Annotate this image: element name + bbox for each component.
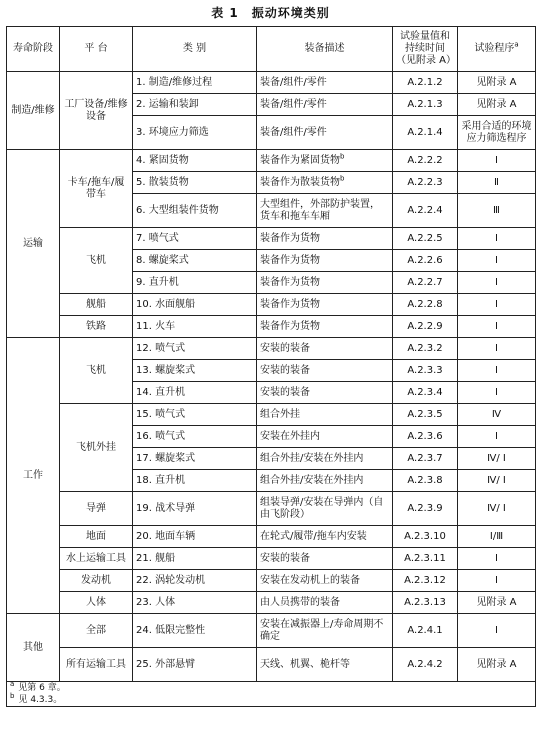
category-cell: 11. 火车 bbox=[133, 316, 257, 338]
procedure-cell: Ⅰ bbox=[458, 382, 536, 404]
reference-cell: A.2.3.2 bbox=[393, 338, 458, 360]
description-cell: 由人员携带的装备 bbox=[257, 592, 393, 614]
platform-cell: 飞机 bbox=[60, 228, 133, 294]
category-cell: 19. 战术导弹 bbox=[133, 492, 257, 526]
category-cell: 2. 运输和装卸 bbox=[133, 94, 257, 116]
stage-cell: 制造/维修 bbox=[7, 72, 60, 150]
platform-cell: 全部 bbox=[60, 614, 133, 648]
description-cell: 安装的装备 bbox=[257, 548, 393, 570]
procedure-cell: 见附录 A bbox=[458, 72, 536, 94]
table-row bbox=[7, 338, 536, 360]
table-row bbox=[7, 72, 536, 94]
category-cell: 8. 螺旋桨式 bbox=[133, 250, 257, 272]
description-cell: 组合外挂/安装在外挂内 bbox=[257, 470, 393, 492]
category-cell: 25. 外部悬臂 bbox=[133, 648, 257, 682]
description-cell: 天线、机翼、桅杆等 bbox=[257, 648, 393, 682]
table-title: 表 1 振动环境类别 bbox=[211, 6, 330, 20]
header-category: 类 别 bbox=[133, 27, 257, 72]
description-cell: 装备作为货物 bbox=[257, 250, 393, 272]
category-cell: 5. 散装货物 bbox=[133, 172, 257, 194]
reference-cell: A.2.1.2 bbox=[393, 72, 458, 94]
description-cell: 大型组件，外部防护装置，货车和拖车车厢 bbox=[257, 194, 393, 228]
description-cell: 组装导弹/安装在导弹内（自由飞阶段） bbox=[257, 492, 393, 526]
category-cell: 23. 人体 bbox=[133, 592, 257, 614]
category-cell: 24. 低限完整性 bbox=[133, 614, 257, 648]
reference-cell: A.2.4.2 bbox=[393, 648, 458, 682]
procedure-cell: Ⅰ bbox=[458, 250, 536, 272]
table-row bbox=[7, 592, 536, 614]
category-cell: 10. 水面舰船 bbox=[133, 294, 257, 316]
category-cell: 16. 喷气式 bbox=[133, 426, 257, 448]
header-description: 装备描述 bbox=[257, 27, 393, 72]
table-row bbox=[7, 648, 536, 682]
procedure-cell: Ⅰ/Ⅲ bbox=[458, 526, 536, 548]
reference-cell: A.2.1.4 bbox=[393, 116, 458, 150]
stage-cell: 运输 bbox=[7, 150, 60, 338]
table-row bbox=[7, 492, 536, 526]
reference-cell: A.2.3.11 bbox=[393, 548, 458, 570]
reference-cell: A.2.2.6 bbox=[393, 250, 458, 272]
category-cell: 4. 紧固货物 bbox=[133, 150, 257, 172]
platform-cell: 人体 bbox=[60, 592, 133, 614]
table-row bbox=[7, 316, 536, 338]
category-cell: 15. 喷气式 bbox=[133, 404, 257, 426]
procedure-cell: Ⅰ bbox=[458, 228, 536, 250]
category-cell: 3. 环境应力筛选 bbox=[133, 116, 257, 150]
reference-cell: A.2.3.12 bbox=[393, 570, 458, 592]
procedure-cell: Ⅰ bbox=[458, 360, 536, 382]
platform-cell: 舰船 bbox=[60, 294, 133, 316]
reference-cell: A.2.2.9 bbox=[393, 316, 458, 338]
description-cell: 安装在发动机上的装备 bbox=[257, 570, 393, 592]
table-row bbox=[7, 548, 536, 570]
table-row bbox=[7, 526, 536, 548]
procedure-cell: Ⅰ bbox=[458, 614, 536, 648]
header-test-procedure: 试验程序$^a$ bbox=[458, 27, 536, 72]
category-cell: 20. 地面车辆 bbox=[133, 526, 257, 548]
description-cell: 安装的装备 bbox=[257, 382, 393, 404]
reference-cell: A.2.3.3 bbox=[393, 360, 458, 382]
category-cell: 18. 直升机 bbox=[133, 470, 257, 492]
header-row bbox=[7, 27, 536, 72]
header-stage: 寿命阶段 bbox=[7, 27, 60, 72]
category-cell: 21. 舰船 bbox=[133, 548, 257, 570]
description-cell: 装备作为货物 bbox=[257, 316, 393, 338]
table-row bbox=[7, 614, 536, 648]
reference-cell: A.2.3.13 bbox=[393, 592, 458, 614]
platform-cell: 所有运输工具 bbox=[60, 648, 133, 682]
reference-cell: A.2.1.3 bbox=[393, 94, 458, 116]
procedure-cell: Ⅰ bbox=[458, 272, 536, 294]
footnote-b: $^b$ 见 4.3.3。 bbox=[10, 692, 63, 705]
description-cell: 装备作为货物 bbox=[257, 228, 393, 250]
category-cell: 12. 喷气式 bbox=[133, 338, 257, 360]
footnote-row bbox=[7, 682, 536, 707]
platform-cell: 飞机 bbox=[60, 338, 133, 404]
platform-cell: 水上运输工具 bbox=[60, 548, 133, 570]
procedure-cell: Ⅰ bbox=[458, 316, 536, 338]
reference-cell: A.2.2.8 bbox=[393, 294, 458, 316]
reference-cell: A.2.2.5 bbox=[393, 228, 458, 250]
platform-cell: 工厂设备/维修设备 bbox=[60, 72, 133, 150]
description-cell: 装备作为货物 bbox=[257, 294, 393, 316]
category-cell: 9. 直升机 bbox=[133, 272, 257, 294]
reference-cell: A.2.3.8 bbox=[393, 470, 458, 492]
procedure-cell: 见附录 A bbox=[458, 94, 536, 116]
description-cell: 安装的装备 bbox=[257, 360, 393, 382]
reference-cell: A.2.2.7 bbox=[393, 272, 458, 294]
vibration-environment-table bbox=[6, 26, 536, 707]
category-cell: 6. 大型组装件货物 bbox=[133, 194, 257, 228]
platform-cell: 发动机 bbox=[60, 570, 133, 592]
description-cell: 装备作为紧固货物$^b$ bbox=[257, 150, 393, 172]
reference-cell: A.2.3.7 bbox=[393, 448, 458, 470]
platform-cell: 地面 bbox=[60, 526, 133, 548]
description-cell: 在轮式/履带/拖车内安装 bbox=[257, 526, 393, 548]
category-cell: 1. 制造/维修过程 bbox=[133, 72, 257, 94]
footnote-a: $^a$ 见第 6 章。 bbox=[10, 680, 66, 693]
platform-cell: 导弹 bbox=[60, 492, 133, 526]
reference-cell: A.2.3.6 bbox=[393, 426, 458, 448]
procedure-cell: Ⅰ bbox=[458, 150, 536, 172]
procedure-cell: Ⅰ bbox=[458, 338, 536, 360]
description-cell: 装备/组件/零件 bbox=[257, 116, 393, 150]
description-cell: 装备/组件/零件 bbox=[257, 94, 393, 116]
description-cell: 组合外挂/安装在外挂内 bbox=[257, 448, 393, 470]
description-cell: 装备/组件/零件 bbox=[257, 72, 393, 94]
procedure-cell: 见附录 A bbox=[458, 648, 536, 682]
table-row bbox=[7, 150, 536, 172]
description-cell: 组合外挂 bbox=[257, 404, 393, 426]
platform-cell: 飞机外挂 bbox=[60, 404, 133, 492]
stage-cell: 工作 bbox=[7, 338, 60, 614]
procedure-cell: Ⅳ bbox=[458, 404, 536, 426]
category-cell: 13. 螺旋桨式 bbox=[133, 360, 257, 382]
platform-cell: 铁路 bbox=[60, 316, 133, 338]
reference-cell: A.2.2.2 bbox=[393, 150, 458, 172]
procedure-cell: 采用合适的环境应力筛选程序 bbox=[458, 116, 536, 150]
header-test-reference: 试验量值和持续时间（见附录 A） bbox=[393, 27, 458, 72]
table-row bbox=[7, 404, 536, 426]
platform-cell: 卡车/拖车/履带车 bbox=[60, 150, 133, 228]
table-row bbox=[7, 294, 536, 316]
procedure-cell: Ⅰ bbox=[458, 426, 536, 448]
description-cell: 装备作为货物 bbox=[257, 272, 393, 294]
procedure-cell: Ⅰ bbox=[458, 570, 536, 592]
reference-cell: A.2.2.4 bbox=[393, 194, 458, 228]
description-cell: 安装在外挂内 bbox=[257, 426, 393, 448]
table-row bbox=[7, 228, 536, 250]
reference-cell: A.2.2.3 bbox=[393, 172, 458, 194]
procedure-cell: Ⅲ bbox=[458, 194, 536, 228]
procedure-cell: Ⅰ bbox=[458, 548, 536, 570]
procedure-cell: Ⅰ bbox=[458, 294, 536, 316]
procedure-cell: Ⅳ/ Ⅰ bbox=[458, 492, 536, 526]
stage-cell: 其他 bbox=[7, 614, 60, 682]
reference-cell: A.2.3.9 bbox=[393, 492, 458, 526]
header-platform: 平 台 bbox=[60, 27, 133, 72]
reference-cell: A.2.3.10 bbox=[393, 526, 458, 548]
reference-cell: A.2.3.4 bbox=[393, 382, 458, 404]
procedure-cell: Ⅱ bbox=[458, 172, 536, 194]
table-row bbox=[7, 570, 536, 592]
category-cell: 17. 螺旋桨式 bbox=[133, 448, 257, 470]
procedure-cell: Ⅳ/ Ⅰ bbox=[458, 448, 536, 470]
category-cell: 22. 涡轮发动机 bbox=[133, 570, 257, 592]
procedure-cell: 见附录 A bbox=[458, 592, 536, 614]
description-cell: 装备作为散装货物$^b$ bbox=[257, 172, 393, 194]
procedure-cell: Ⅳ/ Ⅰ bbox=[458, 470, 536, 492]
footnotes bbox=[7, 682, 536, 707]
category-cell: 7. 喷气式 bbox=[133, 228, 257, 250]
reference-cell: A.2.4.1 bbox=[393, 614, 458, 648]
reference-cell: A.2.3.5 bbox=[393, 404, 458, 426]
description-cell: 安装在减振器上/寿命周期不确定 bbox=[257, 614, 393, 648]
description-cell: 安装的装备 bbox=[257, 338, 393, 360]
category-cell: 14. 直升机 bbox=[133, 382, 257, 404]
